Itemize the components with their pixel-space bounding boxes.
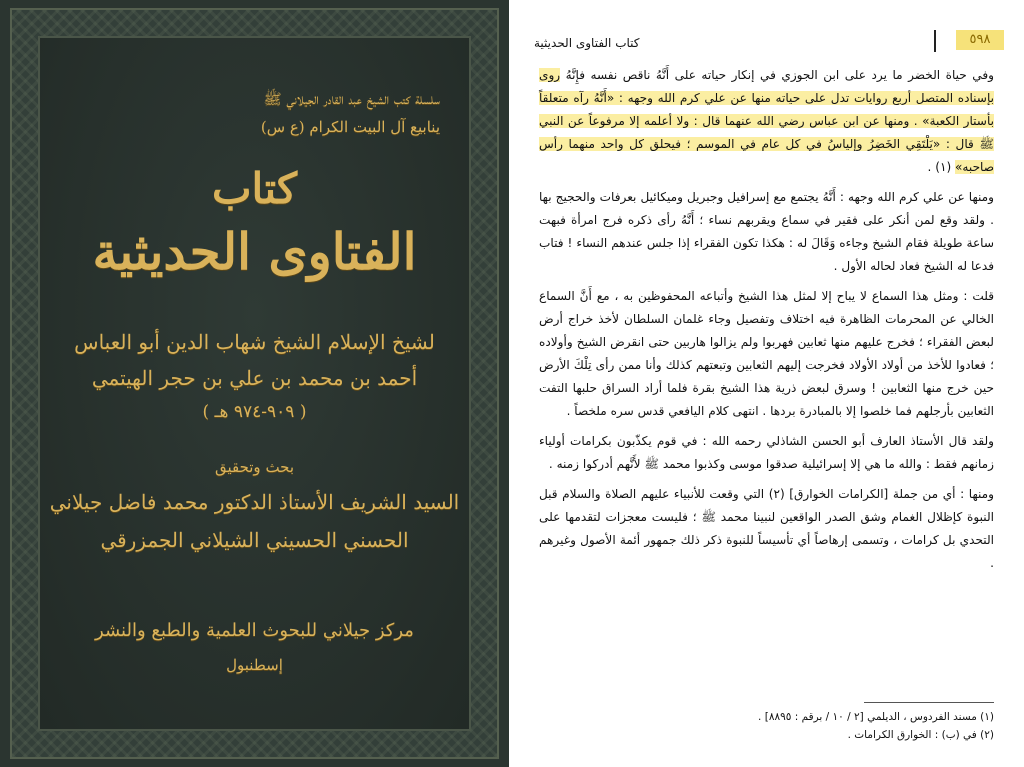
cover-editor-line-2: الحسني الحسيني الشيلاني الجمزرقي: [100, 528, 409, 552]
cover-editor-line-1: السيد الشريف الأستاذ الدكتور محمد فاضل جيلاني: [49, 490, 460, 514]
paragraph-1-intro: وفي حياة الخضر ما يرد على ابن الجوزي في إنكار حياته على أَنَّهُ ناقص نفسه فإِنَّهُ: [565, 68, 994, 82]
header-divider: [934, 30, 936, 52]
cover-book-title: الفتاوى الحديثية: [92, 222, 417, 281]
paragraph-2: ومنها عن علي كرم الله وجهه : أَنَّهُ يجتمع مع إسرافيل وجبريل وميكائيل بعرفات والحجيج بها . ولقد وقع لمن أنكر على فقير في سماع ويقربهم نساء ؛ أَنَّهُ رأى ذكره فرج امرأة فبهت ساعة طويلة فقام الشيخ وجاءه وَقَالَ له : هكذا تكون الفقراء إذا جلس عندهم النساء ! فتاب فدعا له الشيخ فعاد لحاله الأول .: [539, 190, 994, 273]
page-number: ٥٩٨: [956, 30, 1004, 50]
book-cover: [0, 0, 509, 767]
footnote-ref-1: (١) .: [927, 160, 956, 174]
paragraph-3: قلت : ومثل هذا السماع لا يباح إلا لمثل هذا الشيخ وأتباعه المحفوظين به ، مع أَنَّ السماع الخالي عن المحرمات الظاهرة فيه اختلاف وتفصيل وجاء غلمان السلطان لأخذ خراج أرض لبعض الفقراء ؛ فخرج عليهم منها ثعابين فهربوا ولم يزالوا هاربين حتى انقرض الشيخ وأولاده ؛ فعادوا للأخذ من أولاد الأولاد فخرجت إليهم الثعابين وتبعتهم كذلك وأنا ممن رأى تِلْكَ الأرض حين خرج منها الثعابين ! وسرق لبعض ذرية هذا الشيخ بقرة فلما أراد السراق حلبها التفت الثعابين بأرجلهم فما خلصوا إلا بالمبادرة بردها . انتهى كلام اليافعي قدس سره ملخصاً .: [539, 289, 994, 418]
running-head: كتاب الفتاوى الحديثية: [534, 36, 640, 50]
cover-author-line-1: لشيخ الإسلام الشيخ شهاب الدين أبو العباس: [74, 330, 435, 354]
cover-tahqiq-label: بحث وتحقيق: [214, 458, 295, 476]
footnotes: [539, 708, 994, 744]
cover-series-line-2: ينابيع آل البيت الكرام (ع س): [260, 118, 440, 136]
paragraph-1: [539, 64, 994, 179]
cover-publisher: مركز جيلاني للبحوث العلمية والطبع والنشر: [95, 620, 414, 641]
cover-city: إسطنبول: [226, 656, 283, 674]
paragraph-5: ومنها : أي من جملة [الكرامات الخوارق] (٢) التي وقعت للأنبياء عليهم الصلاة والسلام قبل النبوة كإظلال الغمام وشق الصدر الواقعين لنبينا محمد ﷺ ؛ فليست معجزات لتقدمها على التحدي بل كرامات ، وتسمى إرهاصاً أي تأسيساً للنبوة ذكر ذلك جمهور أئمة الأصول وغيرهم .: [539, 487, 994, 570]
book-page: [509, 0, 1024, 767]
cover-series-line-1: سلسلة كتب الشيخ عبد القادر الجيلاني ﷺ: [263, 90, 440, 108]
footnote-2: (٢) في (ب) : الخوارق الكرامات .: [847, 729, 994, 741]
page-body: [539, 64, 994, 582]
paragraph-4: ولقد قال الأستاذ العارف أبو الحسن الشاذلي رحمه الله : في قوم يكذّبون بكرامات أولياء زمانهم فقط : والله ما هي إلا إسرائيلية صدقوا موسى وكذبوا محمد ﷺ لأَنَّهم أدركوا زمنه .: [539, 434, 994, 471]
highlighted-passage: روى بإسناده المتصل أربع روايات تدل على حياته منها عن علي كرم الله وجهه : «أَنَّهُ رآه متعلقاً بأستار الكعبة» . ومنها عن ابن عباس رضي الله عنهما قال : ولا أعلمه إلا مرفوعاً عن النبي ﷺ قال : «يَلْتَقِي الخَضِرُ وإلياسُ في كل عام في الموسم ؛ فيحلق كل واحد منهما رأس صاحبه»: [539, 68, 994, 174]
footnote-1: (١) مسند الفردوس ، الديلمي [٢ / ١٠ / برقم : ٨٨٩٥] .: [758, 711, 994, 723]
footnote-divider: [864, 702, 994, 703]
cover-author-line-2: أحمد بن محمد بن علي بن حجر الهيتمي: [91, 366, 418, 390]
cover-kitab-word: كتاب: [211, 164, 297, 213]
cover-author-dates: ( ٩٠٩-٩٧٤ هـ ): [202, 402, 307, 422]
